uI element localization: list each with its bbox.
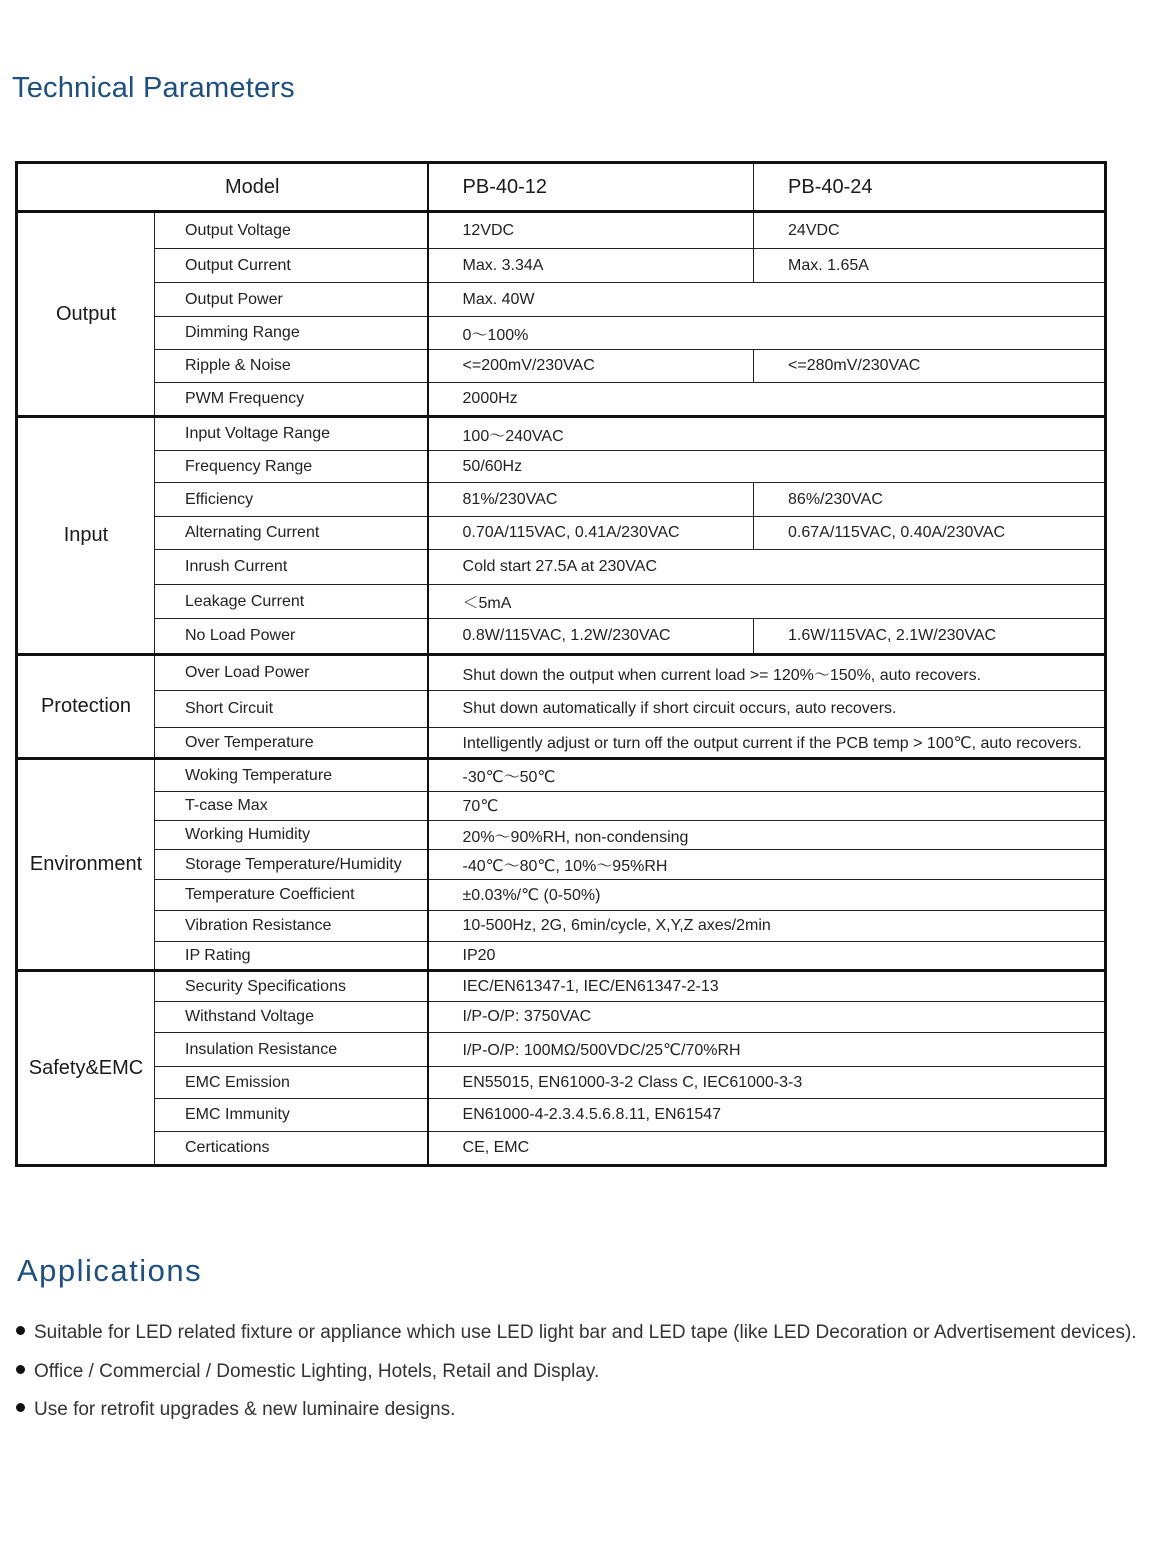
group-label: Input: [17, 417, 155, 655]
value-model-2: 1.6W/115VAC, 2.1W/230VAC: [754, 619, 1106, 655]
applications-title: Applications: [17, 1253, 203, 1288]
param-label: Over Temperature: [155, 728, 428, 759]
param-label: PWM Frequency: [155, 383, 428, 417]
table-row: [17, 1099, 1106, 1132]
param-label: Working Humidity: [155, 821, 428, 850]
param-label: IP Rating: [155, 942, 428, 971]
param-label: Alternating Current: [155, 517, 428, 550]
table-row: [17, 585, 1106, 619]
param-label: Insulation Resistance: [155, 1033, 428, 1067]
param-label: Storage Temperature/Humidity: [155, 850, 428, 880]
value-model-2: <=280mV/230VAC: [754, 350, 1106, 383]
param-label: Output Current: [155, 249, 428, 283]
param-label: T-case Max: [155, 792, 428, 821]
spec-table: [15, 161, 1107, 1167]
value-shared: 20%～90%RH, non-condensing: [428, 821, 1106, 850]
param-label: Inrush Current: [155, 550, 428, 585]
value-shared: 10-500Hz, 2G, 6min/cycle, X,Y,Z axes/2min: [428, 911, 1106, 942]
value-model-2: Max. 1.65A: [754, 249, 1106, 283]
value-model-2: 86%/230VAC: [754, 483, 1106, 517]
param-label: Ripple & Noise: [155, 350, 428, 383]
table-header-row: [17, 163, 1106, 212]
table-row: [17, 759, 1106, 792]
application-text: Use for retrofit upgrades & new luminaire designs.: [34, 1399, 456, 1420]
group-label: Output: [17, 212, 155, 417]
param-label: EMC Emission: [155, 1067, 428, 1099]
table-row: [17, 619, 1106, 655]
value-model-1: 0.70A/115VAC, 0.41A/230VAC: [428, 517, 754, 550]
group-label: Protection: [17, 655, 155, 759]
table-row: [17, 728, 1106, 759]
value-shared: EN55015, EN61000-3-2 Class C, IEC61000-3-3: [428, 1067, 1106, 1099]
application-text: Suitable for LED related fixture or appliance which use LED light bar and LED tape (like LED Decoration or Advertisement devices).: [34, 1322, 1137, 1343]
value-shared: IEC/EN61347-1, IEC/EN61347-2-13: [428, 971, 1106, 1002]
table-row: [17, 971, 1106, 1002]
param-label: Certications: [155, 1132, 428, 1166]
value-model-1: <=200mV/230VAC: [428, 350, 754, 383]
table-row: [17, 1002, 1106, 1033]
param-label: Woking Temperature: [155, 759, 428, 792]
model-2-header: PB-40-24: [754, 163, 1106, 212]
bullet-icon: [16, 1326, 25, 1335]
value-shared: ＜5mA: [428, 585, 1106, 619]
table-row: [17, 655, 1106, 691]
list-item: [16, 1353, 1137, 1392]
bullet-icon: [16, 1403, 25, 1412]
table-row: [17, 212, 1106, 249]
param-label: Dimming Range: [155, 317, 428, 350]
param-label: Output Voltage: [155, 212, 428, 249]
value-model-1: 0.8W/115VAC, 1.2W/230VAC: [428, 619, 754, 655]
value-model-2: 24VDC: [754, 212, 1106, 249]
list-item: [16, 1314, 1137, 1353]
param-label: Withstand Voltage: [155, 1002, 428, 1033]
table-row: [17, 550, 1106, 585]
table-row: [17, 483, 1106, 517]
list-item: [16, 1391, 1137, 1430]
value-model-2: 0.67A/115VAC, 0.40A/230VAC: [754, 517, 1106, 550]
param-label: Frequency Range: [155, 451, 428, 483]
table-row: [17, 942, 1106, 971]
table-row: [17, 517, 1106, 550]
value-shared: ±0.03%/℃ (0-50%): [428, 880, 1106, 911]
value-shared: CE, EMC: [428, 1132, 1106, 1166]
table-row: [17, 417, 1106, 451]
param-label: Output Power: [155, 283, 428, 317]
param-label: Over Load Power: [155, 655, 428, 691]
value-shared: I/P-O/P: 3750VAC: [428, 1002, 1106, 1033]
table-row: [17, 792, 1106, 821]
group-label: Environment: [17, 759, 155, 971]
value-shared: 2000Hz: [428, 383, 1106, 417]
param-label: Vibration Resistance: [155, 911, 428, 942]
param-label: Security Specifications: [155, 971, 428, 1002]
param-label: Temperature Coefficient: [155, 880, 428, 911]
value-shared: -30℃～50℃: [428, 759, 1106, 792]
value-shared: EN61000-4-2.3.4.5.6.8.11, EN61547: [428, 1099, 1106, 1132]
value-shared: 100～240VAC: [428, 417, 1106, 451]
model-header: Model: [17, 163, 428, 212]
value-model-1: 81%/230VAC: [428, 483, 754, 517]
value-shared: Max. 40W: [428, 283, 1106, 317]
table-row: [17, 1067, 1106, 1099]
param-label: Efficiency: [155, 483, 428, 517]
bullet-icon: [16, 1365, 25, 1374]
table-row: [17, 850, 1106, 880]
param-label: EMC Immunity: [155, 1099, 428, 1132]
table-row: [17, 350, 1106, 383]
param-label: Leakage Current: [155, 585, 428, 619]
table-row: [17, 691, 1106, 728]
table-row: [17, 249, 1106, 283]
table-row: [17, 821, 1106, 850]
technical-parameters-title: Technical Parameters: [12, 72, 295, 104]
value-shared: Shut down automatically if short circuit occurs, auto recovers.: [428, 691, 1106, 728]
value-shared: I/P-O/P: 100MΩ/500VDC/25℃/70%RH: [428, 1033, 1106, 1067]
applications-list: [16, 1314, 1137, 1430]
group-label: Safety&EMC: [17, 971, 155, 1166]
table-row: [17, 317, 1106, 350]
value-shared: 70℃: [428, 792, 1106, 821]
value-model-1: 12VDC: [428, 212, 754, 249]
value-model-1: Max. 3.34A: [428, 249, 754, 283]
table-row: [17, 1033, 1106, 1067]
table-row: [17, 1132, 1106, 1166]
value-shared: IP20: [428, 942, 1106, 971]
table-row: [17, 451, 1106, 483]
value-shared: 0～100%: [428, 317, 1106, 350]
param-label: Input Voltage Range: [155, 417, 428, 451]
value-shared: Intelligently adjust or turn off the output current if the PCB temp > 100℃, auto recovers.: [428, 728, 1106, 759]
value-shared: -40℃～80℃, 10%～95%RH: [428, 850, 1106, 880]
value-shared: 50/60Hz: [428, 451, 1106, 483]
value-shared: Shut down the output when current load >= 120%～150%, auto recovers.: [428, 655, 1106, 691]
table-row: [17, 283, 1106, 317]
table-row: [17, 880, 1106, 911]
table-row: [17, 911, 1106, 942]
value-shared: Cold start 27.5A at 230VAC: [428, 550, 1106, 585]
model-1-header: PB-40-12: [428, 163, 754, 212]
table-row: [17, 383, 1106, 417]
application-text: Office / Commercial / Domestic Lighting, Hotels, Retail and Display.: [34, 1360, 600, 1382]
param-label: No Load Power: [155, 619, 428, 655]
param-label: Short Circuit: [155, 691, 428, 728]
